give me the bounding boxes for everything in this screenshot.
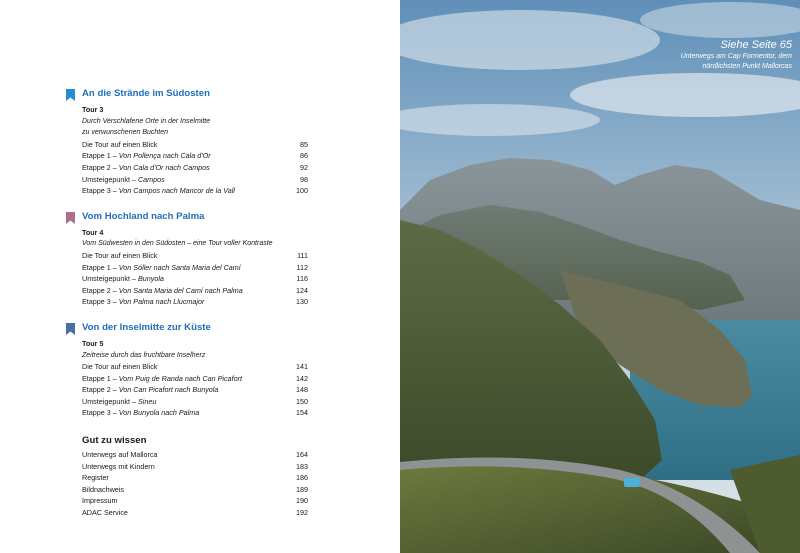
toc-entry[interactable] <box>66 285 308 297</box>
toc-entry[interactable] <box>66 150 308 162</box>
toc-entry[interactable] <box>66 449 308 461</box>
entry-label: Umsteigepunkt – <box>82 274 138 284</box>
entry-label: Etappe 3 – <box>82 297 119 307</box>
page-number: 92 <box>300 162 308 172</box>
page-number: 85 <box>300 139 308 149</box>
toc-entry[interactable] <box>66 174 308 186</box>
section-head <box>66 88 308 104</box>
page-number: 164 <box>296 450 308 460</box>
entry-destination: Von Bunyola nach Palma <box>118 408 200 418</box>
section-title[interactable]: Vom Hochland nach Palma <box>82 210 205 222</box>
section-title[interactable]: Von der Inselmitte zur Küste <box>82 321 211 333</box>
caption-line: nördlichsten Punkt Mallorcas <box>702 63 792 70</box>
entry-label: Umsteigepunkt – <box>82 174 138 184</box>
entry-label: Etappe 2 – <box>82 285 119 295</box>
page-number: 192 <box>296 508 308 518</box>
toc-entry[interactable] <box>66 484 308 496</box>
page-number: 124 <box>296 285 308 295</box>
tour-label: Tour 5 <box>82 338 104 348</box>
caption-title: Siehe Seite 65 <box>720 39 792 51</box>
toc-entry[interactable] <box>66 262 308 274</box>
entry-label: Etappe 2 – <box>82 385 119 395</box>
section-title[interactable]: Gut zu wissen <box>82 435 147 447</box>
entry-label: Unterwegs auf Mallorca <box>82 450 158 460</box>
page-number: 142 <box>296 373 308 383</box>
page-number: 148 <box>296 385 308 395</box>
toc-entry[interactable] <box>66 185 308 197</box>
entry-label: Etappe 3 – <box>82 186 119 196</box>
toc-entry[interactable] <box>66 495 308 507</box>
entry-label: Etappe 1 – <box>82 262 119 272</box>
entry-label: Umsteigepunkt – <box>82 396 138 406</box>
page-number: 111 <box>297 250 308 260</box>
toc-section <box>66 322 308 419</box>
toc-entry[interactable] <box>66 162 308 174</box>
tour-label: Tour 3 <box>82 105 104 114</box>
entry-destination: Von Sóller nach Santa Maria del Camí <box>118 262 241 272</box>
photo-caption <box>681 38 792 72</box>
toc-entry[interactable] <box>66 407 308 419</box>
page-number: 130 <box>296 297 308 307</box>
entry-destination: Sineu <box>137 396 157 406</box>
page-number: 100 <box>296 186 308 196</box>
page-number: 190 <box>296 496 308 506</box>
entry-label: Impressum <box>82 496 118 506</box>
page-number: 98 <box>300 174 308 184</box>
section-head <box>66 322 308 338</box>
entry-destination: Vom Puig de Randa nach Can Picafort <box>118 373 242 383</box>
entry-label: Die Tour auf einen Blick <box>82 139 158 149</box>
bookmark-icon <box>66 89 75 101</box>
page-number: 189 <box>296 484 308 494</box>
photo-page <box>400 0 800 553</box>
toc-entry[interactable] <box>66 461 308 473</box>
page-number: 186 <box>296 473 308 483</box>
entry-label: Die Tour auf einen Blick <box>82 250 158 260</box>
tour-subtitle: zu verwunschenen Buchten <box>82 129 168 137</box>
entry-destination: Von Santa Maria del Camí nach Palma <box>118 285 243 295</box>
entry-label: Etappe 2 – <box>82 162 119 172</box>
tour-subtitle: Zeitreise durch das fruchtbare Inselherz <box>82 351 206 359</box>
cap-formentor-photo <box>400 0 800 553</box>
entry-label: ADAC Service <box>82 508 128 518</box>
page-number: 141 <box>296 362 308 372</box>
bookmark-icon <box>66 323 75 335</box>
toc-entry[interactable] <box>66 296 308 308</box>
page-number: 183 <box>296 461 308 471</box>
toc-entry[interactable] <box>66 250 308 262</box>
toc-entry[interactable] <box>66 361 308 373</box>
entry-destination: Von Palma nach Llucmajor <box>118 297 205 307</box>
entry-destination: Von Campos nach Mancor de la Vall <box>118 186 235 196</box>
entry-label: Die Tour auf einen Blick <box>82 362 158 372</box>
entry-destination: Von Pollença nach Cala d'Or <box>118 151 211 161</box>
tour-subtitle: Vom Südwesten in den Südosten – eine Tour voller Kontraste <box>82 240 273 248</box>
toc-entry[interactable] <box>66 373 308 385</box>
entry-label: Bildnachweis <box>82 484 124 494</box>
bookmark-icon <box>66 212 75 224</box>
toc-entry[interactable] <box>66 139 308 151</box>
entry-destination: Bunyola <box>137 274 164 284</box>
entry-destination: Von Can Picafort nach Bunyola <box>118 385 219 395</box>
toc-section <box>66 88 308 197</box>
toc-entry[interactable] <box>66 384 308 396</box>
page-number: 154 <box>296 408 308 418</box>
entry-label: Etappe 1 – <box>82 373 119 383</box>
page-number: 150 <box>296 396 308 406</box>
toc-entry[interactable] <box>66 396 308 408</box>
section-title[interactable]: An die Strände im Südosten <box>82 88 210 99</box>
entry-label: Register <box>82 473 109 483</box>
entry-destination: Campos <box>137 174 165 184</box>
entry-destination: Von Cala d'Or nach Campos <box>118 162 210 172</box>
caption-line: Unterwegs am Cap Formentor, dem <box>680 53 792 60</box>
section-head <box>66 211 308 227</box>
page-number: 86 <box>300 151 308 161</box>
page-number: 116 <box>296 274 308 284</box>
page-number: 112 <box>296 262 308 272</box>
gut-zu-wissen-section <box>66 433 308 519</box>
tour-subtitle: Durch Verschlafene Orte in der Inselmitte <box>82 117 211 125</box>
entry-label: Unterwegs mit Kindern <box>82 461 155 471</box>
entry-label: Etappe 3 – <box>82 408 119 418</box>
table-of-contents <box>66 88 308 533</box>
tour-label: Tour 4 <box>82 227 104 237</box>
toc-entry[interactable] <box>66 472 308 484</box>
toc-entry[interactable] <box>66 273 308 285</box>
entry-label: Etappe 1 – <box>82 151 119 161</box>
toc-entry[interactable] <box>66 507 308 519</box>
toc-section <box>66 211 308 308</box>
